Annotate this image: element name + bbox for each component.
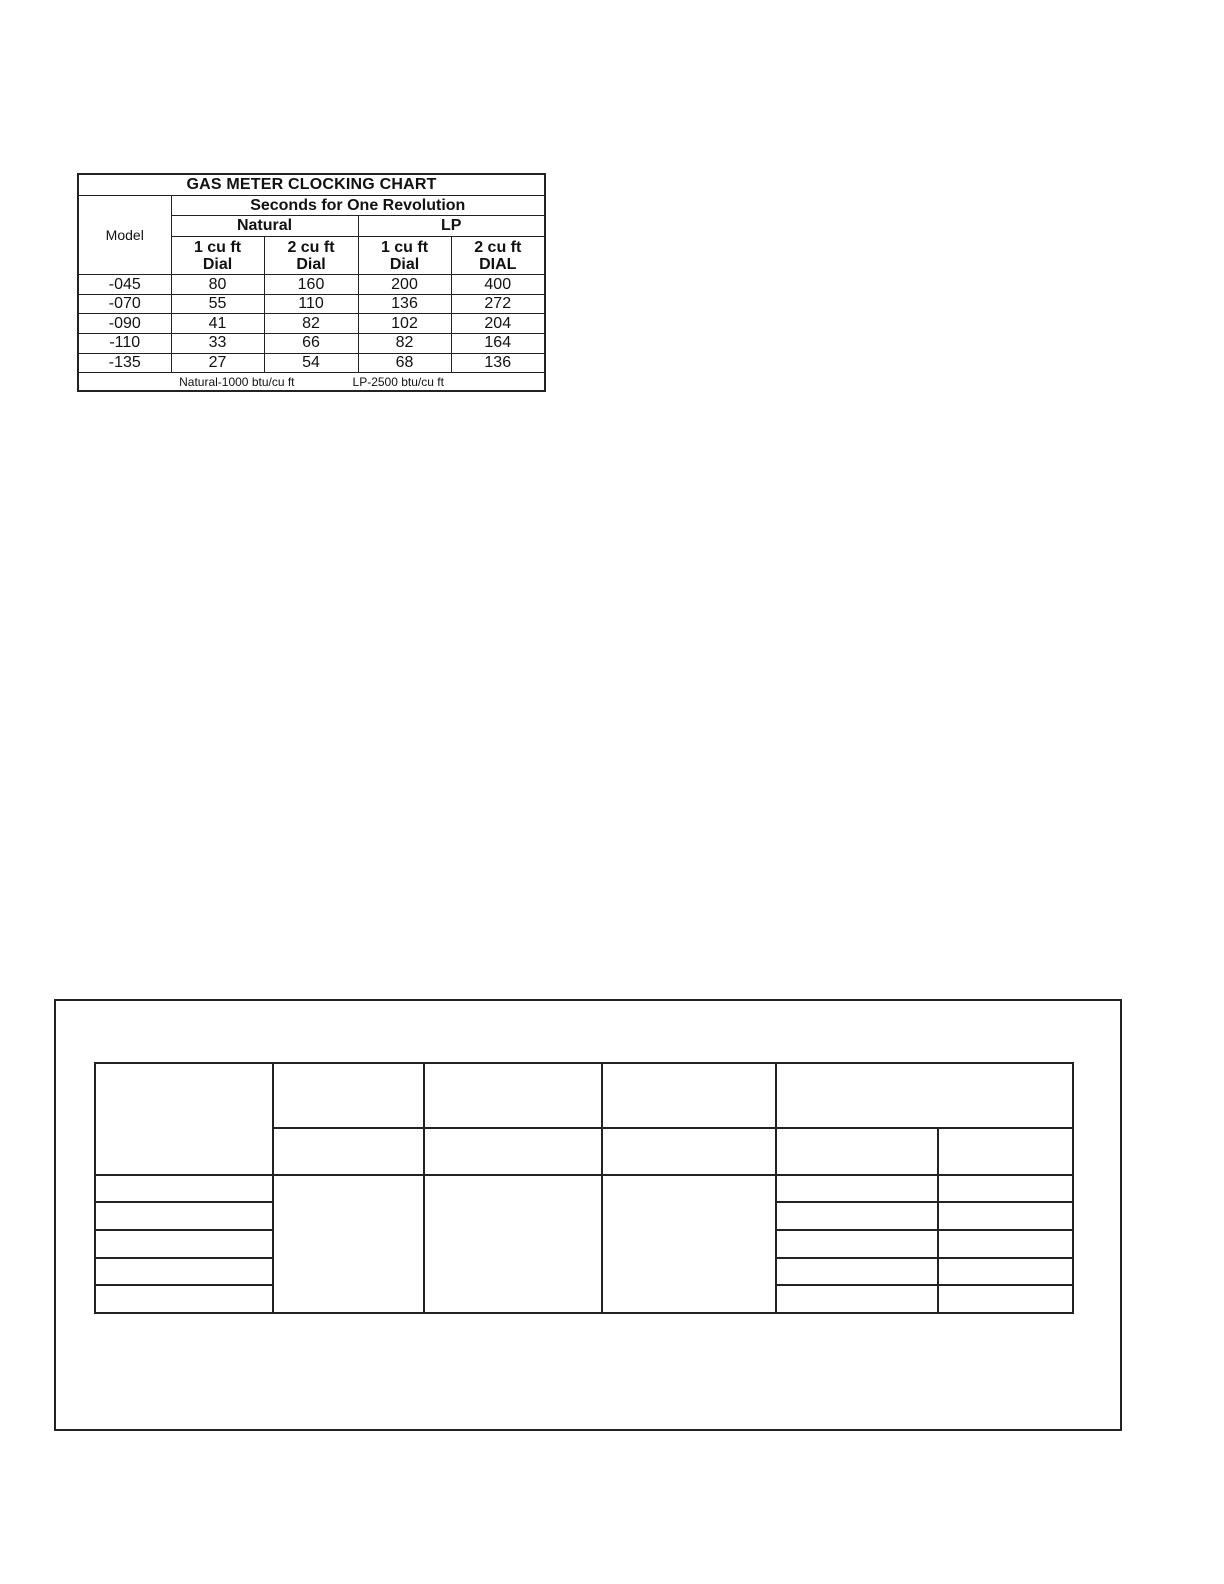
lp-group-header: LP bbox=[358, 216, 545, 237]
grid-cell bbox=[273, 1175, 424, 1313]
chart-title-row bbox=[78, 174, 545, 195]
grid-row bbox=[95, 1175, 1073, 1202]
empty-grid-table bbox=[94, 1062, 1074, 1314]
table-row bbox=[78, 353, 545, 373]
grid-cell bbox=[776, 1063, 1073, 1128]
grid-cell bbox=[776, 1175, 938, 1202]
value-cell: 33 bbox=[171, 334, 264, 354]
grid-cell bbox=[938, 1258, 1073, 1285]
grid-cell bbox=[602, 1175, 776, 1313]
footnote-row bbox=[78, 373, 545, 391]
grid-cell bbox=[938, 1128, 1073, 1175]
value-cell: 68 bbox=[358, 353, 451, 373]
lp-btu-note: LP-2500 btu/cu ft bbox=[352, 374, 444, 389]
value-cell: 200 bbox=[358, 275, 451, 295]
value-cell: 82 bbox=[264, 314, 358, 334]
value-cell: 55 bbox=[171, 294, 264, 314]
grid-cell bbox=[273, 1128, 424, 1175]
dial-header-line2: DIAL bbox=[479, 255, 517, 273]
gas-meter-clocking-chart bbox=[77, 173, 546, 392]
grid-cell bbox=[938, 1230, 1073, 1258]
value-cell: 400 bbox=[451, 275, 545, 295]
chart-title: GAS METER CLOCKING CHART bbox=[78, 174, 545, 195]
value-cell: 272 bbox=[451, 294, 545, 314]
grid-header-row bbox=[95, 1063, 1073, 1128]
grid-cell bbox=[938, 1202, 1073, 1230]
value-cell: 164 bbox=[451, 334, 545, 354]
value-cell: 204 bbox=[451, 314, 545, 334]
grid-cell bbox=[95, 1258, 273, 1285]
dial-header-line2: Dial bbox=[202, 255, 233, 273]
lp-1cuft-dial-header bbox=[358, 236, 451, 274]
grid-cell bbox=[95, 1175, 273, 1202]
grid-cell bbox=[602, 1063, 776, 1128]
natural-group-header: Natural bbox=[171, 216, 358, 237]
table-row bbox=[78, 294, 545, 314]
value-cell: 82 bbox=[358, 334, 451, 354]
grid-cell bbox=[273, 1063, 424, 1128]
value-cell: 110 bbox=[264, 294, 358, 314]
value-cell: 80 bbox=[171, 275, 264, 295]
natural-2cuft-dial-header bbox=[264, 236, 358, 274]
model-cell: -090 bbox=[78, 314, 171, 334]
grid-cell bbox=[424, 1175, 602, 1313]
grid-cell bbox=[95, 1202, 273, 1230]
value-cell: 102 bbox=[358, 314, 451, 334]
grid-cell bbox=[776, 1202, 938, 1230]
dial-header-line1: 2 cu ft bbox=[287, 238, 335, 256]
value-cell: 136 bbox=[358, 294, 451, 314]
table-row bbox=[78, 334, 545, 354]
dial-header-line1: 1 cu ft bbox=[193, 238, 242, 256]
dial-header-line1: 1 cu ft bbox=[380, 238, 429, 256]
table-row bbox=[78, 275, 545, 295]
grid-cell bbox=[424, 1063, 602, 1128]
value-cell: 27 bbox=[171, 353, 264, 373]
grid-cell bbox=[424, 1128, 602, 1175]
model-cell: -110 bbox=[78, 334, 171, 354]
grid-cell bbox=[776, 1128, 938, 1175]
lp-2cuft-dial-header bbox=[451, 236, 545, 274]
model-cell: -070 bbox=[78, 294, 171, 314]
chart-subtitle: Seconds for One Revolution bbox=[171, 195, 545, 216]
natural-btu-note: Natural-1000 btu/cu ft bbox=[179, 374, 295, 389]
empty-form-box bbox=[54, 999, 1122, 1431]
natural-1cuft-dial-header bbox=[171, 236, 264, 274]
grid-cell bbox=[938, 1175, 1073, 1202]
grid-cell bbox=[95, 1063, 273, 1175]
grid-cell bbox=[938, 1285, 1073, 1313]
grid-cell bbox=[776, 1258, 938, 1285]
grid-cell bbox=[776, 1285, 938, 1313]
dial-header-line1: 2 cu ft bbox=[474, 238, 522, 256]
chart-footnote bbox=[78, 373, 545, 391]
value-cell: 54 bbox=[264, 353, 358, 373]
value-cell: 136 bbox=[451, 353, 545, 373]
chart-subtitle-row bbox=[78, 195, 545, 216]
model-cell: -135 bbox=[78, 353, 171, 373]
model-cell: -045 bbox=[78, 275, 171, 295]
value-cell: 66 bbox=[264, 334, 358, 354]
grid-cell bbox=[776, 1230, 938, 1258]
value-cell: 160 bbox=[264, 275, 358, 295]
grid-cell bbox=[95, 1285, 273, 1313]
dial-header-line2: Dial bbox=[389, 255, 420, 273]
dial-header-line2: Dial bbox=[296, 255, 326, 273]
table-row bbox=[78, 314, 545, 334]
grid-cell bbox=[95, 1230, 273, 1258]
value-cell: 41 bbox=[171, 314, 264, 334]
grid-cell bbox=[602, 1128, 776, 1175]
model-column-header: Model bbox=[78, 195, 171, 275]
